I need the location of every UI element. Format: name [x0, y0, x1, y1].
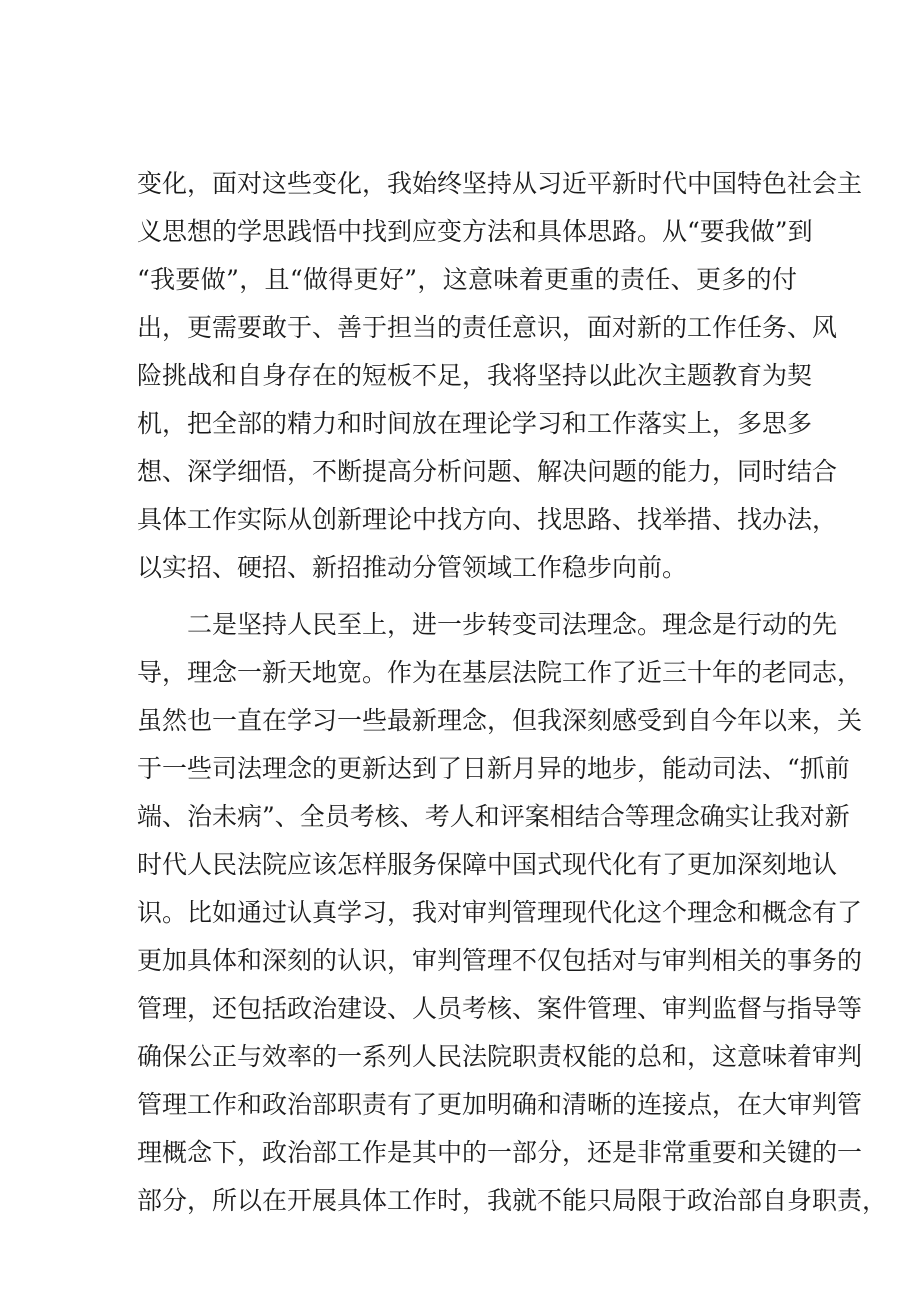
- paragraph-start-line: 二是坚持人民至上，进一步转变司法理念。理念是行动的先: [187, 610, 838, 639]
- text-line: 更加具体和深刻的认识，审判管理不仅包括对与审判相关的事务的: [137, 946, 863, 975]
- text-line: 理概念下，政治部工作是其中的一部分，还是非常重要和关键的一: [137, 1138, 863, 1167]
- text-line: 时代人民法院应该怎样服务保障中国式现代化有了更加深刻地认: [137, 850, 838, 879]
- text-line: 管理，还包括政治建设、人员考核、案件管理、审判监督与指导等: [137, 994, 863, 1023]
- text-line: 以实招、硬招、新招推动分管领域工作稳步向前。: [137, 553, 688, 582]
- text-line: 部分，所以在开展具体工作时，我就不能只局限于政治部自身职责，: [137, 1186, 888, 1215]
- text-line: 出，更需要敢于、善于担当的责任意识，面对新的工作任务、风: [137, 313, 838, 342]
- text-line: 机，把全部的精力和时间放在理论学习和工作落实上，多思多: [137, 409, 813, 438]
- text-line: 虽然也一直在学习一些最新理念，但我深刻感受到自今年以来，关: [137, 706, 863, 735]
- text-line: “我要做”，且“做得更好”，这意味着更重的责任、更多的付: [137, 265, 797, 294]
- text-line: 识。比如通过认真学习，我对审判管理现代化这个理念和概念有了: [137, 898, 863, 927]
- text-line: 具体工作实际从创新理论中找方向、找思路、找举措、找办法，: [137, 505, 838, 534]
- text-line: 变化，面对这些变化，我始终坚持从习近平新时代中国特色社会主: [137, 169, 863, 198]
- text-line: 险挑战和自身存在的短板不足，我将坚持以此次主题教育为契: [137, 361, 813, 390]
- text-line: 于一些司法理念的更新达到了日新月异的地步，能动司法、“抓前: [137, 754, 850, 783]
- text-line: 确保公正与效率的一系列人民法院职责权能的总和，这意味着审判: [137, 1042, 863, 1071]
- text-line: 端、治未病”、全员考核、考人和评案相结合等理念确实让我对新: [137, 802, 850, 831]
- text-line: 管理工作和政治部职责有了更加明确和清晰的连接点，在大审判管: [137, 1090, 863, 1119]
- text-line: 义思想的学思践悟中找到应变方法和具体思路。从“要我做”到: [137, 217, 813, 246]
- text-line: 想、深学细悟，不断提高分析问题、解决问题的能力，同时结合: [137, 457, 838, 486]
- text-line: 导，理念一新天地宽。作为在基层法院工作了近三十年的老同志，: [137, 658, 863, 687]
